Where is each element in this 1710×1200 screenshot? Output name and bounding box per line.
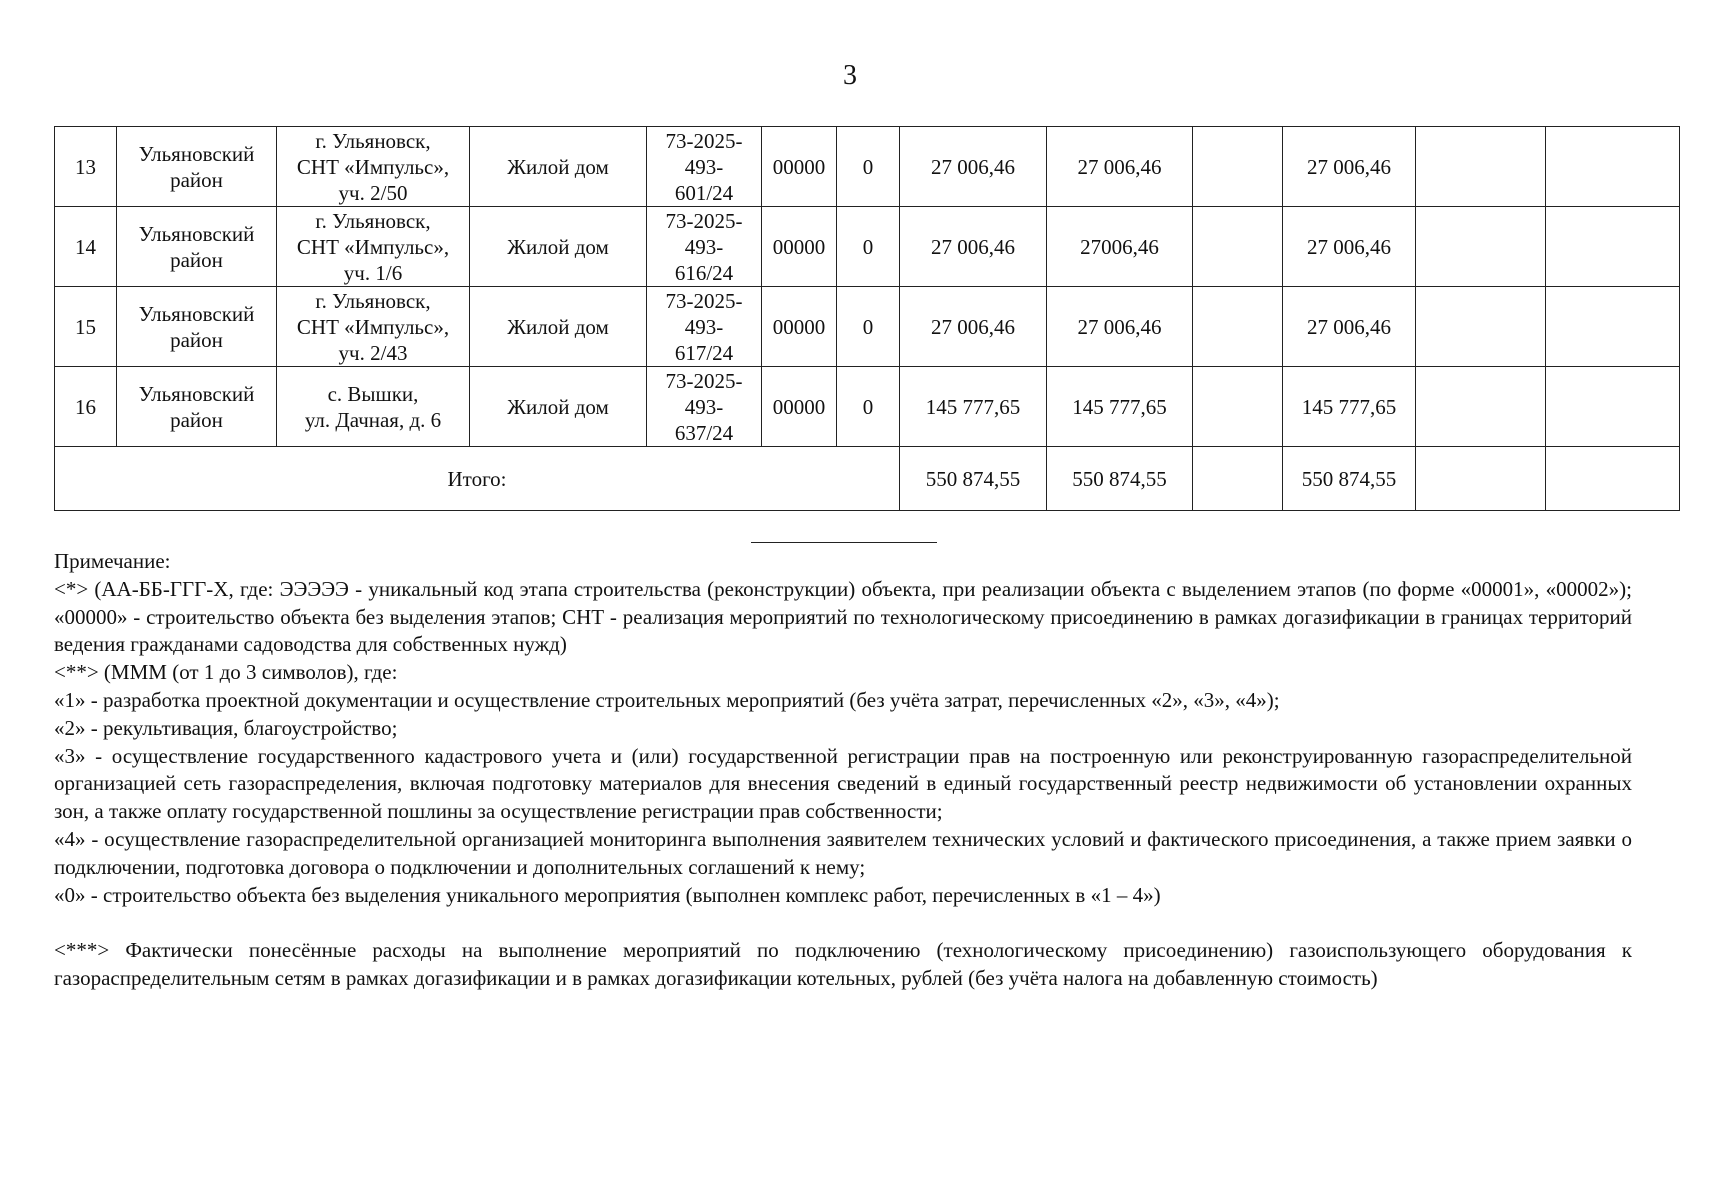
object-cell: Жилой дом (470, 127, 647, 207)
address-cell (277, 287, 470, 367)
note-measure-code: <**> (МММ (от 1 до 3 символов), где: (54, 660, 398, 685)
value-cell-v2: 27 006,46 (1047, 127, 1193, 207)
page-number: 3 (843, 60, 857, 91)
measure-cell: 0 (837, 367, 900, 447)
value-cell-v6 (1546, 127, 1680, 207)
object-cell: Жилой дом (470, 367, 647, 447)
district-cell (117, 127, 277, 207)
total-value-v2: 550 874,55 (1047, 447, 1193, 511)
value-cell-v5 (1416, 127, 1546, 207)
address-cell (277, 367, 470, 447)
object-cell: Жилой дом (470, 287, 647, 367)
code-cell-line: 73-2025- (665, 288, 743, 313)
measure-cell: 0 (837, 127, 900, 207)
stage-cell: 00000 (762, 207, 837, 287)
table-row (55, 207, 1680, 287)
note-actual-expenses: <***> Фактически понесённые расходы на выполнение мероприятий по подключению (технологическому присоединению) газоиспользующего оборудования к газораспределительным сетям в рамках догазификации и в рамках догазификации котельных, рублей (без учёта налога на добавленную стоимость) (54, 938, 1632, 990)
code-cell-line: 493- (684, 394, 724, 419)
value-cell-v1: 27 006,46 (900, 127, 1047, 207)
district-cell-line: Ульяновский (138, 141, 255, 166)
total-value-v3 (1193, 447, 1283, 511)
note-measure-3: «3» - осуществление государственного кадастрового учета и (или) государственной регистрации прав на построенную или реконструированную газораспределительной организацией сеть газораспределения, включая подготовку материалов для внесения сведений в единый государственный реестр недвижимости об установлении охранных зон, а также оплату государственной пошлины за осуществление регистрации прав собственности; (54, 743, 1632, 824)
value-cell-v1: 145 777,65 (900, 367, 1047, 447)
value-cell-v4: 27 006,46 (1283, 287, 1416, 367)
district-cell-line: район (170, 167, 223, 192)
value-cell-v1: 27 006,46 (900, 207, 1047, 287)
stage-cell: 00000 (762, 367, 837, 447)
code-cell-line: 617/24 (674, 340, 734, 365)
district-cell (117, 207, 277, 287)
district-cell-line: Ульяновский (138, 381, 255, 406)
value-cell-v6 (1546, 287, 1680, 367)
value-cell-v3 (1193, 287, 1283, 367)
district-cell-line: Ульяновский (138, 301, 255, 326)
code-cell-line: 493- (684, 314, 724, 339)
address-cell-line: г. Ульяновск, (315, 288, 431, 313)
row-number: 15 (55, 287, 117, 367)
district-cell-line: Ульяновский (138, 221, 255, 246)
footnote-separator (751, 542, 937, 543)
value-cell-v6 (1546, 207, 1680, 287)
value-cell-v3 (1193, 367, 1283, 447)
address-cell-line: ул. Дачная, д. 6 (304, 407, 442, 432)
row-number: 13 (55, 127, 117, 207)
address-cell (277, 127, 470, 207)
table-row (55, 127, 1680, 207)
value-cell-v4: 27 006,46 (1283, 127, 1416, 207)
address-cell-line: уч. 2/50 (338, 180, 408, 205)
district-cell-line: район (170, 327, 223, 352)
address-cell-line: СНТ «Импульс», (296, 154, 450, 179)
object-cell: Жилой дом (470, 207, 647, 287)
code-cell (647, 367, 762, 447)
value-cell-v5 (1416, 287, 1546, 367)
code-cell-line: 601/24 (674, 180, 734, 205)
address-cell-line: г. Ульяновск, (315, 208, 431, 233)
note-measure-2: «2» - рекультивация, благоустройство; (54, 715, 398, 740)
total-value-v6 (1546, 447, 1680, 511)
value-cell-v2: 27006,46 (1047, 207, 1193, 287)
address-cell (277, 207, 470, 287)
address-cell-line: СНТ «Импульс», (296, 314, 450, 339)
objects-table (54, 126, 1680, 511)
table-row (55, 367, 1680, 447)
value-cell-v2: 145 777,65 (1047, 367, 1193, 447)
code-cell (647, 207, 762, 287)
value-cell-v5 (1416, 207, 1546, 287)
district-cell (117, 367, 277, 447)
value-cell-v4: 27 006,46 (1283, 207, 1416, 287)
value-cell-v2: 27 006,46 (1047, 287, 1193, 367)
code-cell-line: 637/24 (674, 420, 734, 445)
address-cell-line: г. Ульяновск, (315, 128, 431, 153)
value-cell-v3 (1193, 207, 1283, 287)
table-row (55, 287, 1680, 367)
note-measure-4: «4» - осуществление газораспределительной организацией мониторинга выполнения заявителем технических условий и фактического присоединения, а также прием заявки о подключении, подготовка договора о подключении и дополнительных соглашений к нему; (54, 826, 1632, 879)
code-cell-line: 73-2025- (665, 368, 743, 393)
address-cell-line: СНТ «Импульс», (296, 234, 450, 259)
code-cell-line: 493- (684, 234, 724, 259)
total-label: Итого: (55, 447, 900, 511)
measure-cell: 0 (837, 207, 900, 287)
notes-heading: Примечание: (54, 549, 171, 573)
value-cell-v6 (1546, 367, 1680, 447)
note-stage-code: <*> (АА-ББ-ГГГ-Х, где: ЭЭЭЭЭ - уникальный код этапа строительства (реконструкции) объекта, при реализации объекта с выделением этапов (по форме «00001», «00002»); «00000» - строительство объекта без выделения этапов; СНТ - реализация мероприятий по технологическому присоединению в рамках догазификации в границах территорий ведения гражданами садоводства для собственных нужд) (54, 576, 1632, 657)
code-cell (647, 287, 762, 367)
address-cell-line: уч. 2/43 (338, 340, 408, 365)
stage-cell: 00000 (762, 287, 837, 367)
row-number: 16 (55, 367, 117, 447)
code-cell-line: 493- (684, 154, 724, 179)
total-row (55, 447, 1680, 511)
value-cell-v5 (1416, 367, 1546, 447)
district-cell-line: район (170, 407, 223, 432)
stage-cell: 00000 (762, 127, 837, 207)
notes-block (54, 548, 1632, 993)
address-cell-line: уч. 1/6 (343, 260, 403, 285)
value-cell-v3 (1193, 127, 1283, 207)
code-cell-line: 616/24 (674, 260, 734, 285)
measure-cell: 0 (837, 287, 900, 367)
code-cell (647, 127, 762, 207)
note-measure-1: «1» - разработка проектной документации и осуществление строительных мероприятий (без учёта затрат, перечисленных «2», «3», «4»); (54, 687, 1280, 712)
code-cell-line: 73-2025- (665, 208, 743, 233)
address-cell-line: с. Вышки, (327, 381, 419, 406)
total-value-v1: 550 874,55 (900, 447, 1047, 511)
row-number: 14 (55, 207, 117, 287)
note-measure-0: «0» - строительство объекта без выделения уникального мероприятия (выполнен комплекс работ, перечисленных в «1 – 4») (54, 882, 1161, 907)
code-cell-line: 73-2025- (665, 128, 743, 153)
total-value-v5 (1416, 447, 1546, 511)
value-cell-v4: 145 777,65 (1283, 367, 1416, 447)
district-cell (117, 287, 277, 367)
value-cell-v1: 27 006,46 (900, 287, 1047, 367)
total-value-v4: 550 874,55 (1283, 447, 1416, 511)
district-cell-line: район (170, 247, 223, 272)
